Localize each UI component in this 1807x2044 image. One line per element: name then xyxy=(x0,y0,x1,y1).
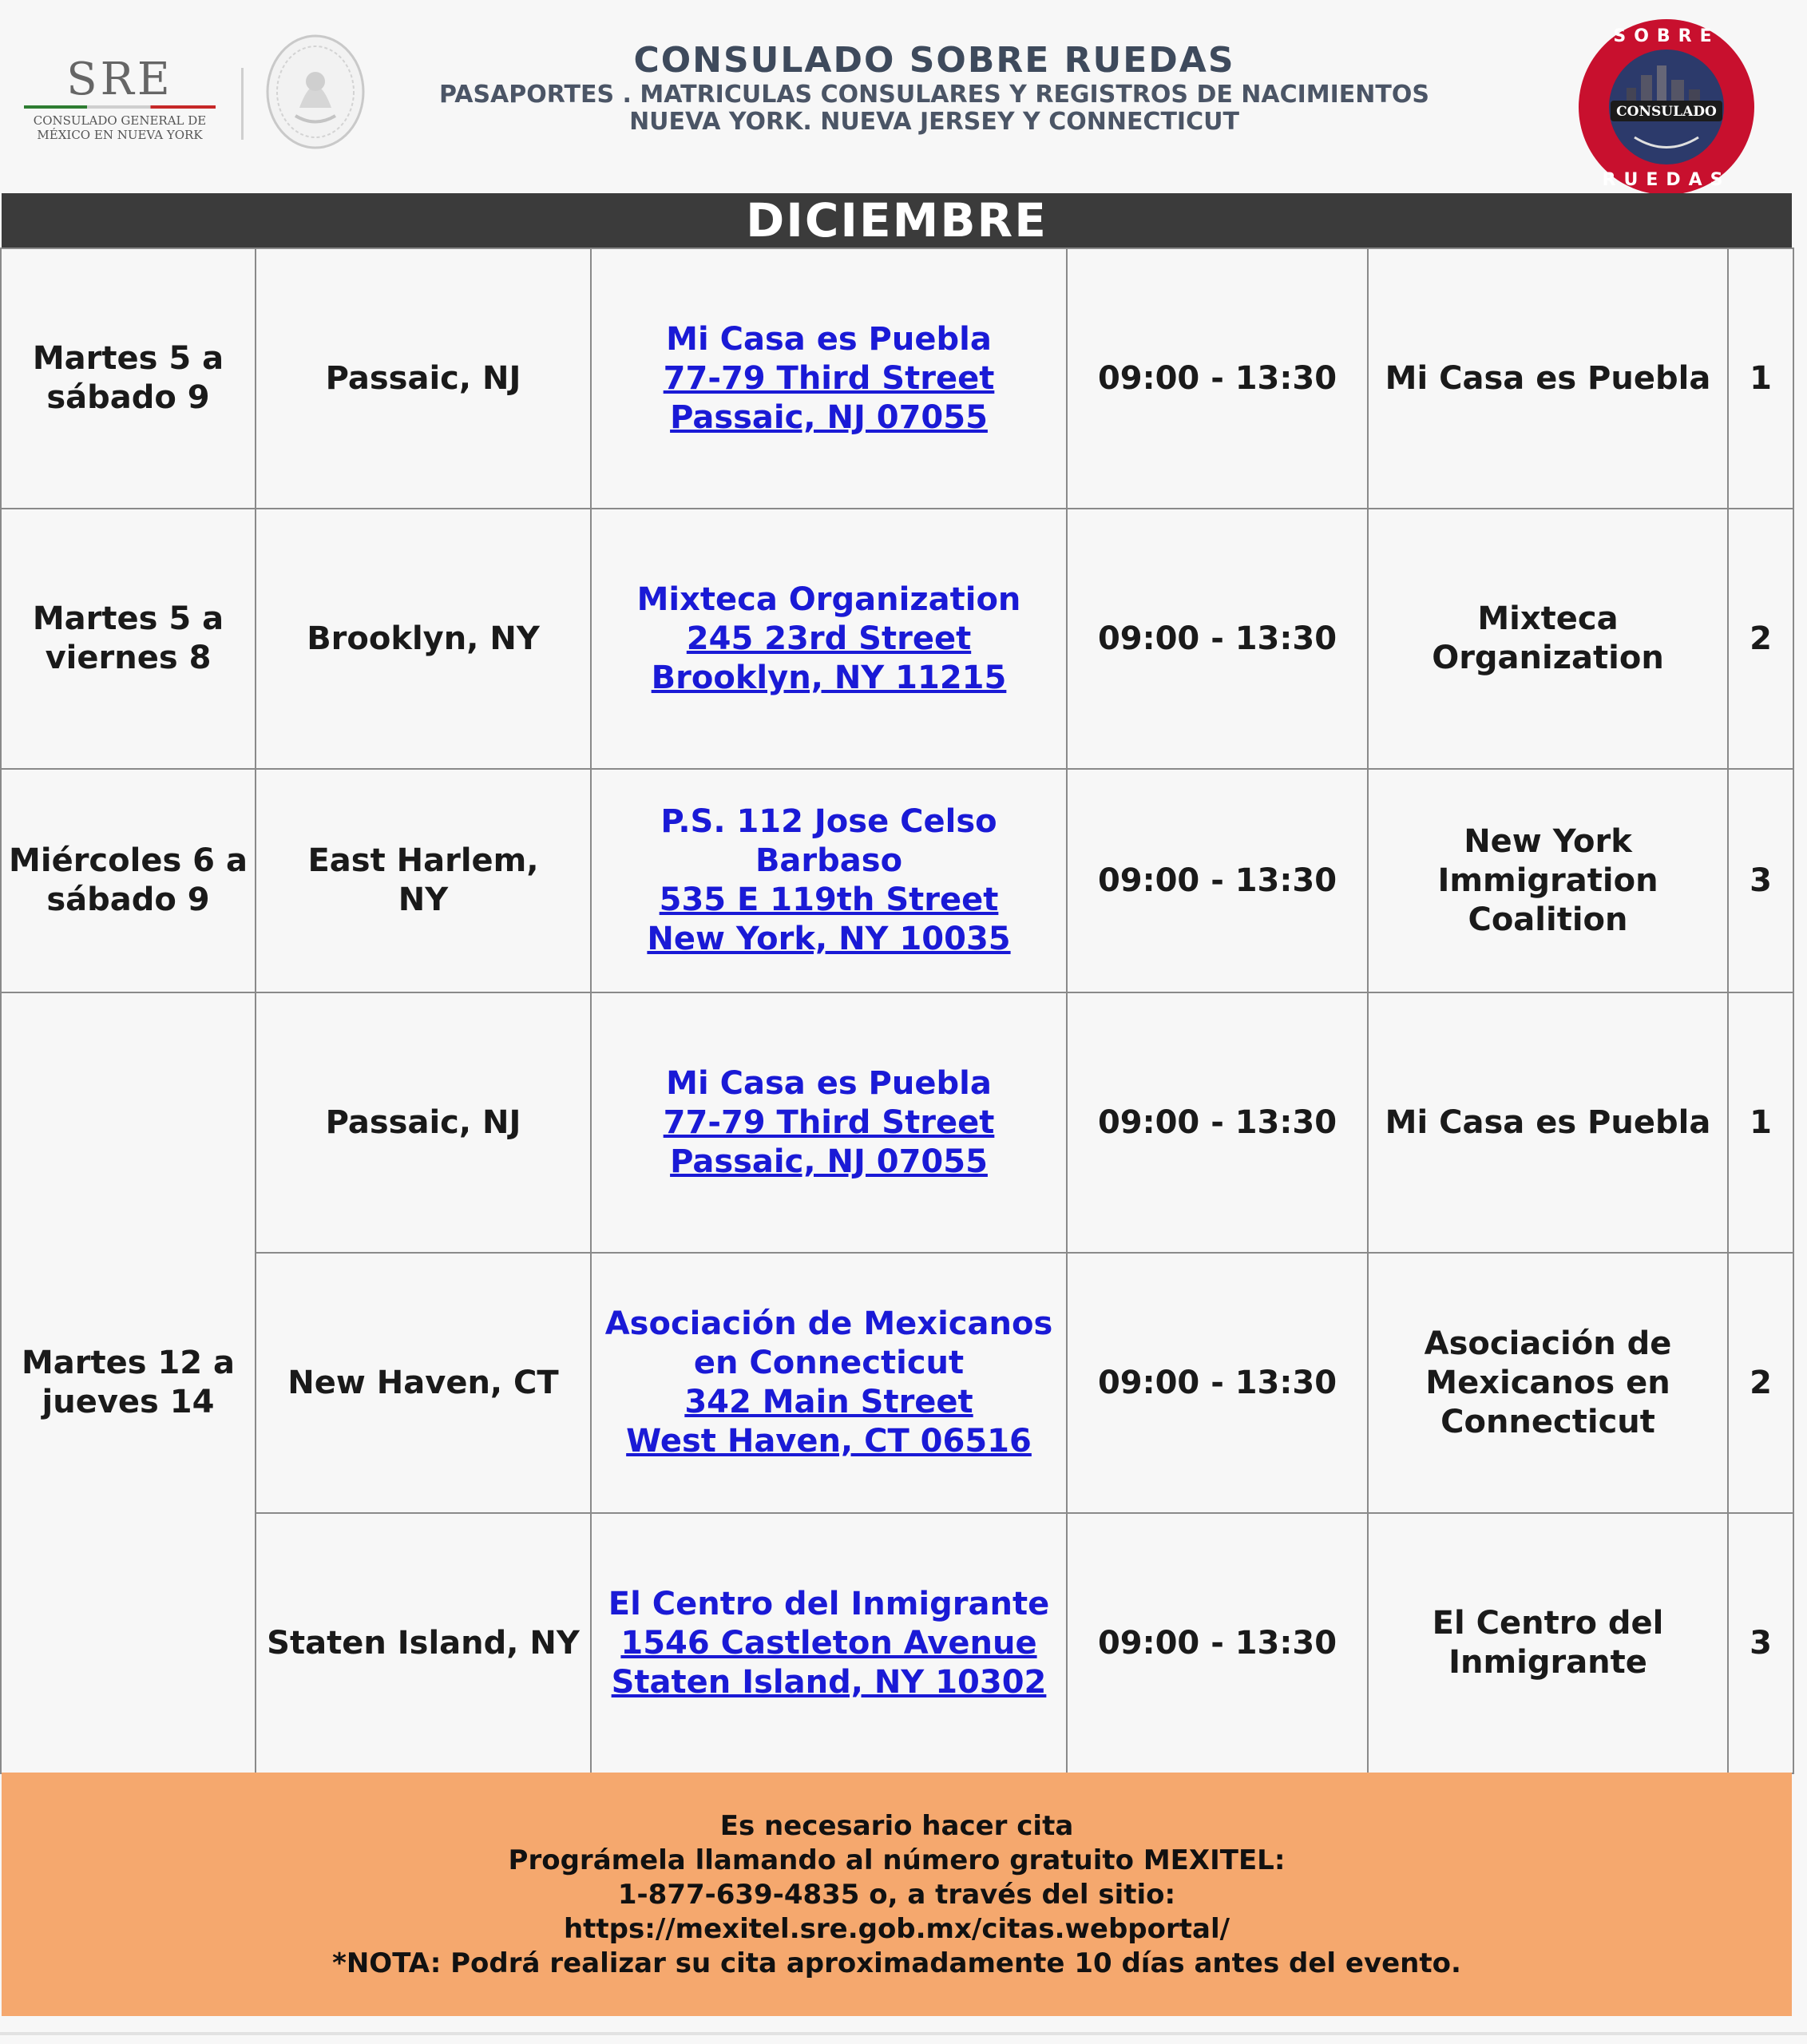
address-link[interactable]: 245 23rd Street Brooklyn, NY 11215 xyxy=(651,620,1007,696)
city-cell: Brooklyn, NY xyxy=(256,509,591,769)
venue-name: El Centro del Inmigrante xyxy=(608,1585,1050,1622)
sre-logo-text: SRE xyxy=(66,53,173,105)
partner-cell: Mi Casa es Puebla xyxy=(1368,992,1728,1253)
partner-cell: New York Immigration Coalition xyxy=(1368,769,1728,992)
table-row xyxy=(1,992,1793,1253)
mexico-seal-icon xyxy=(264,32,367,152)
date-cell: Miércoles 6 a sábado 9 xyxy=(1,769,256,992)
sre-logo-subtitle-1: CONSULADO GENERAL DE xyxy=(33,113,207,128)
partner-cell: Mi Casa es Puebla xyxy=(1368,248,1728,509)
bottom-divider xyxy=(0,2032,1807,2035)
hours-cell: 09:00 - 13:30 xyxy=(1067,1513,1368,1773)
location-cell xyxy=(591,992,1067,1253)
venue-name: Mi Casa es Puebla xyxy=(666,1064,992,1102)
venue-name: Asociación de Mexicanos en Connecticut xyxy=(604,1305,1053,1381)
hours-cell: 09:00 - 13:30 xyxy=(1067,992,1368,1253)
badge-middle-text: CONSULADO xyxy=(1616,104,1717,120)
location-cell xyxy=(591,509,1067,769)
address-link[interactable]: 1546 Castleton Avenue Staten Island, NY 10302 xyxy=(611,1624,1047,1701)
number-cell: 2 xyxy=(1728,509,1793,769)
partner-cell: Asociación de Mexicanos en Connecticut xyxy=(1368,1253,1728,1513)
sre-logo-tricolor-line xyxy=(24,105,216,109)
venue-name: P.S. 112 Jose Celso Barbaso xyxy=(660,803,997,879)
badge-bottom-text: RUEDAS xyxy=(1602,170,1731,190)
sre-logo-subtitle-2: MÉXICO EN NUEVA YORK xyxy=(37,128,203,142)
address-link[interactable]: 535 E 119th Street New York, NY 10035 xyxy=(647,881,1011,957)
table-row xyxy=(1,769,1793,992)
location-cell xyxy=(591,1253,1067,1513)
sre-logo xyxy=(24,53,216,152)
note-disclaimer: *NOTA: Podrá realizar su cita aproximadamente 10 días antes del evento. xyxy=(332,1947,1461,1979)
number-cell: 3 xyxy=(1728,1513,1793,1773)
location-cell xyxy=(591,769,1067,992)
number-cell: 1 xyxy=(1728,992,1793,1253)
note-phone: 1-877-639-4835 o, a través del sitio: xyxy=(617,1879,1176,1911)
date-cell: Martes 5 a sábado 9 xyxy=(1,248,256,509)
partner-cell: El Centro del Inmigrante xyxy=(1368,1513,1728,1773)
note-line-1: Es necesario hacer cita xyxy=(719,1810,1074,1842)
table-row xyxy=(1,248,1793,509)
hours-cell: 09:00 - 13:30 xyxy=(1067,1253,1368,1513)
address-link[interactable]: 77-79 Third Street Passaic, NJ 07055 xyxy=(663,1103,995,1180)
consulado-sobre-ruedas-badge xyxy=(1577,18,1756,196)
city-cell: New Haven, CT xyxy=(256,1253,591,1513)
address-link[interactable]: 342 Main Street West Haven, CT 06516 xyxy=(626,1384,1032,1460)
venue-name: Mi Casa es Puebla xyxy=(666,320,992,358)
logo-divider xyxy=(241,68,244,140)
page-title: CONSULADO SOBRE RUEDAS xyxy=(633,40,1235,81)
location-cell xyxy=(591,1513,1067,1773)
number-cell: 2 xyxy=(1728,1253,1793,1513)
address-link[interactable]: 77-79 Third Street Passaic, NJ 07055 xyxy=(663,359,995,436)
date-cell: Martes 5 a viernes 8 xyxy=(1,509,256,769)
hours-cell: 09:00 - 13:30 xyxy=(1067,769,1368,992)
number-cell: 3 xyxy=(1728,769,1793,992)
city-cell: Staten Island, NY xyxy=(256,1513,591,1773)
date-cell: Martes 12 a jueves 14 xyxy=(1,992,256,1773)
hours-cell: 09:00 - 13:30 xyxy=(1067,509,1368,769)
page-subtitle-regions: NUEVA YORK. NUEVA JERSEY Y CONNECTICUT xyxy=(629,108,1239,136)
hours-cell: 09:00 - 13:30 xyxy=(1067,248,1368,509)
partner-cell: Mixteca Organization xyxy=(1368,509,1728,769)
schedule-table xyxy=(0,248,1794,1774)
number-cell: 1 xyxy=(1728,248,1793,509)
appointment-note xyxy=(2,1773,1792,2016)
location-cell xyxy=(591,248,1067,509)
note-line-2: Prográmela llamando al número gratuito MEXITEL: xyxy=(508,1844,1286,1876)
month-header: DICIEMBRE xyxy=(2,193,1792,248)
venue-name: Mixteca Organization xyxy=(636,580,1021,618)
note-website: https://mexitel.sre.gob.mx/citas.webportal/ xyxy=(563,1913,1230,1945)
city-cell: Passaic, NJ xyxy=(256,992,591,1253)
table-row xyxy=(1,509,1793,769)
city-cell: East Harlem, NY xyxy=(256,769,591,992)
city-cell: Passaic, NJ xyxy=(256,248,591,509)
header-titles xyxy=(415,40,1453,136)
badge-top-text: SOBRE xyxy=(1613,26,1720,46)
table-row xyxy=(1,1513,1793,1773)
table-row xyxy=(1,1253,1793,1513)
page-subtitle-services: PASAPORTES . MATRICULAS CONSULARES Y REGISTROS DE NACIMIENTOS xyxy=(439,81,1429,109)
page-header xyxy=(0,0,1807,192)
